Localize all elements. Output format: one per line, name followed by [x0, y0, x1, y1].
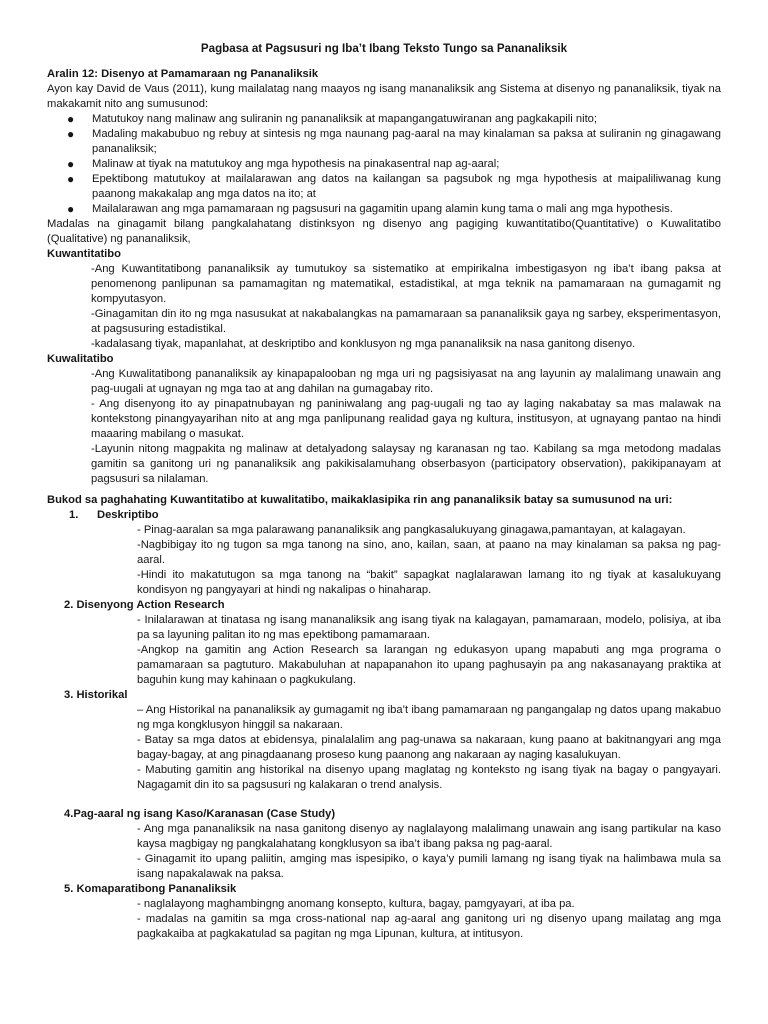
action-research-line: -Angkop na gamitin ang Action Research sa larangan ng edukasyon upang mapabuti ang mga programa o pamamaraan sa pagtuturo. Makabuluhan at napapanahon ito upang paghusayin pa ang nakasanayang praktika at baguhin kung may kahinaan o pagkukulang. [137, 644, 721, 686]
kuwalitatibo-heading: Kuwalitatibo [47, 353, 114, 365]
case-study-line: - Ang mga pananaliksik na nasa ganitong disenyo ay naglalayong malalimang unawain ang isang partikular na kaso kaysa magbigay ng pangkalahatang kongklusyon sa iba’t ibang paksa ng pag-aaral. [137, 823, 721, 850]
type-heading-action-research: 2. Disenyong Action Research [64, 599, 225, 611]
deskriptibo-line: - Pinag-aaralan sa mga palarawang pananaliksik ang pangkasalukuyang ginagawa,pamantayan, at kalagayan. [137, 524, 686, 536]
historikal-line: – Ang Historikal na pananaliksik ay gumagamit ng iba’t ibang pamamaraan ng pangangalap ng datos upang makabuo ng mga kongklusyon hinggil sa nakaraan. [137, 704, 721, 731]
type-heading-deskriptibo [47, 508, 721, 523]
bullet-icon: ● [67, 172, 75, 186]
list-item [47, 172, 721, 202]
type-heading-komparatibo: 5. Komaparatibong Pananaliksik [64, 883, 237, 895]
kuwalitatibo-line: -Ang Kuwalitatibong pananaliksik ay kinapapalooban ng mga uri ng pagsisiyasat na ang layunin ay malalimang unawain ang pag-uugali at ugnayan ng mga tao at ang dahilan na gumagabay rito. [91, 368, 721, 395]
bullet-text: Epektibong matutukoy at mailalarawan ang datos na kailangan sa pagsubok ng mga hypothesis at maipaliliwanag kung paanong makakalap ang mga datos na ito; at [92, 173, 721, 200]
type-number: 1. [69, 509, 79, 521]
distinction-paragraph: Madalas na ginagamit bilang pangkalahatang distinksyon ng disenyo ang pagiging kuwantitatibo(Quantitative) o Kuwalitatibo (Qualitative) ng pananaliksik, [47, 218, 721, 245]
deskriptibo-line: -Nagbibigay ito ng tugon sa mga tanong na sino, ano, kailan, saan, at paano na may kinalaman sa paksa ng pag-aaral. [137, 539, 721, 566]
document-title: Pagbasa at Pagsusuri ng Iba’t Ibang Teksto Tungo sa Pananaliksik [200, 42, 568, 55]
list-item [47, 202, 721, 217]
historikal-line: - Batay sa mga datos at ebidensya, pinalalalim ang pag-unawa sa nakaraan, kung paano at bakitnangyari ang mga bagay-bagay, at ang pinagdaanang proseso kung paanong ang nakaraan ay naging kasalukuyan. [137, 734, 721, 761]
bullet-text: Malinaw at tiyak na matutukoy ang mga hypothesis na pinakasentral nap ag-aaral; [92, 158, 500, 170]
kuwantitatibo-line: -kadalasang tiyak, mapanlahat, at deskriptibo and konklusyon ng mga pananaliksik na nasa ganitong disenyo. [91, 338, 636, 350]
lesson-heading: Aralin 12: Disenyo at Pamamaraan ng Pananaliksik [47, 68, 319, 80]
bullet-text: Madaling makabubuo ng rebuy at sintesis ng mga naunang pag-aaral na may kinalaman sa paksa at suliranin ng ginagawang pananaliksik; [92, 128, 721, 155]
type-label: Deskriptibo [97, 509, 159, 521]
bullet-icon: ● [67, 157, 75, 171]
kuwalitatibo-line: -Layunin nitong magpakita ng malinaw at detalyadong salaysay ng karanasan ng tao. Kabilang sa mga metodong madalas gamitin sa ganitong uri ng pananaliksik ang pakikisalamuhang obserbasyon (participatory observation), pakikipanayam at pagsusuri sa nilalaman. [91, 443, 721, 485]
case-study-line: - Ginagamit ito upang paliitin, amging mas ispesipiko, o kaya’y pumili lamang ng isang tiyak na halimbawa mula sa isang napakalawak na paksa. [137, 853, 721, 880]
deskriptibo-line: -Hindi ito makatutugon sa mga tanong na “bakit” sapagkat naglalarawan lamang ito ng tiyak at kasalukuyang kondisyon ng pangyayari at hindi ng nakalipas o hinaharap. [137, 569, 721, 596]
kuwalitatibo-line: - Ang disenyong ito ay pinapatnubayan ng paniniwalang ang pag-uugali ng tao ay laging nakabatay sa mas malawak na kontekstong pinangyayarihan nito at ang mga panlipunang realidad gaya ng kultura, institusyon, at ugnayang pantao na hindi maaaring mabilang o masukat. [91, 398, 721, 440]
komparatibo-line: - madalas na gamitin sa mga cross-national nap ag-aaral ang ganitong uri ng disenyo upang mailatag ang mga pagkakaiba at pagkakatulad sa pagitan ng mga Lipunan, kultura, at intitusyon. [137, 913, 721, 940]
bullet-text: Mailalarawan ang mga pamamaraan ng pagsusuri na gagamitin upang alamin kung tama o mali ang mga hypothesis. [92, 203, 673, 215]
historikal-line: - Mabuting gamitin ang historikal na disenyo upang maglatag ng konteksto ng isang tiyak na bagay o pangyayari. Nagagamit din ito sa pagsusuri ng kalakaran o trend analysis. [137, 764, 721, 791]
list-item [47, 112, 721, 127]
bullet-icon: ● [67, 127, 75, 141]
document-page [47, 36, 721, 942]
type-heading-historikal: 3. Historikal [64, 689, 128, 701]
type-heading-case-study: 4.Pag-aaral ng isang Kaso/Karanasan (Case Study) [64, 808, 336, 820]
bullet-text: Matutukoy nang malinaw ang suliranin ng pananaliksik at mapangangatuwiranan ang pagkakapili nito; [92, 113, 598, 125]
bullet-icon: ● [67, 202, 75, 216]
komparatibo-line: - naglalayong maghambingng anomang konsepto, kultura, bagay, pamgyayari, at iba pa. [137, 898, 575, 910]
kuwantitatibo-line: -Ginagamitan din ito ng mga nasusukat at nakabalangkas na pamamaraan sa pananaliksik gaya ng sarbey, eksperimentasyon, at pagsusuring estadistikal. [91, 308, 721, 335]
list-item [47, 127, 721, 157]
kuwantitatibo-heading: Kuwantitatibo [47, 248, 121, 260]
kuwantitatibo-line: -Ang Kuwantitatibong pananaliksik ay tumutukoy sa sistematiko at empirikalna imbestigasyon ng iba’t ibang paksa at penomenong panlipunan sa pamamagitan ng matematikal, estadistikal, at mga teknik na pamamaraan na gumagamit ng kompyutasyon. [91, 263, 721, 305]
action-research-line: - Inilalarawan at tinatasa ng isang mananaliksik ang isang tiyak na kalagayan, pamamaraan, modelo, polisiya, at iba pa sa layuning palitan ito ng mas epektibong pamamaraan. [137, 614, 721, 641]
list-item [47, 157, 721, 172]
bullet-list [47, 112, 721, 217]
bukod-heading: Bukod sa paghahating Kuwantitatibo at kuwalitatibo, maikaklasipika rin ang pananaliksik batay sa sumusunod na uri: [47, 494, 673, 506]
bullet-icon: ● [67, 112, 75, 126]
intro-paragraph: Ayon kay David de Vaus (2011), kung mailalatag nang maayos ng isang mananaliksik ang Sistema at disenyo ng pananaliksik, tiyak na makakamit nito ang sumusunod: [47, 83, 721, 110]
